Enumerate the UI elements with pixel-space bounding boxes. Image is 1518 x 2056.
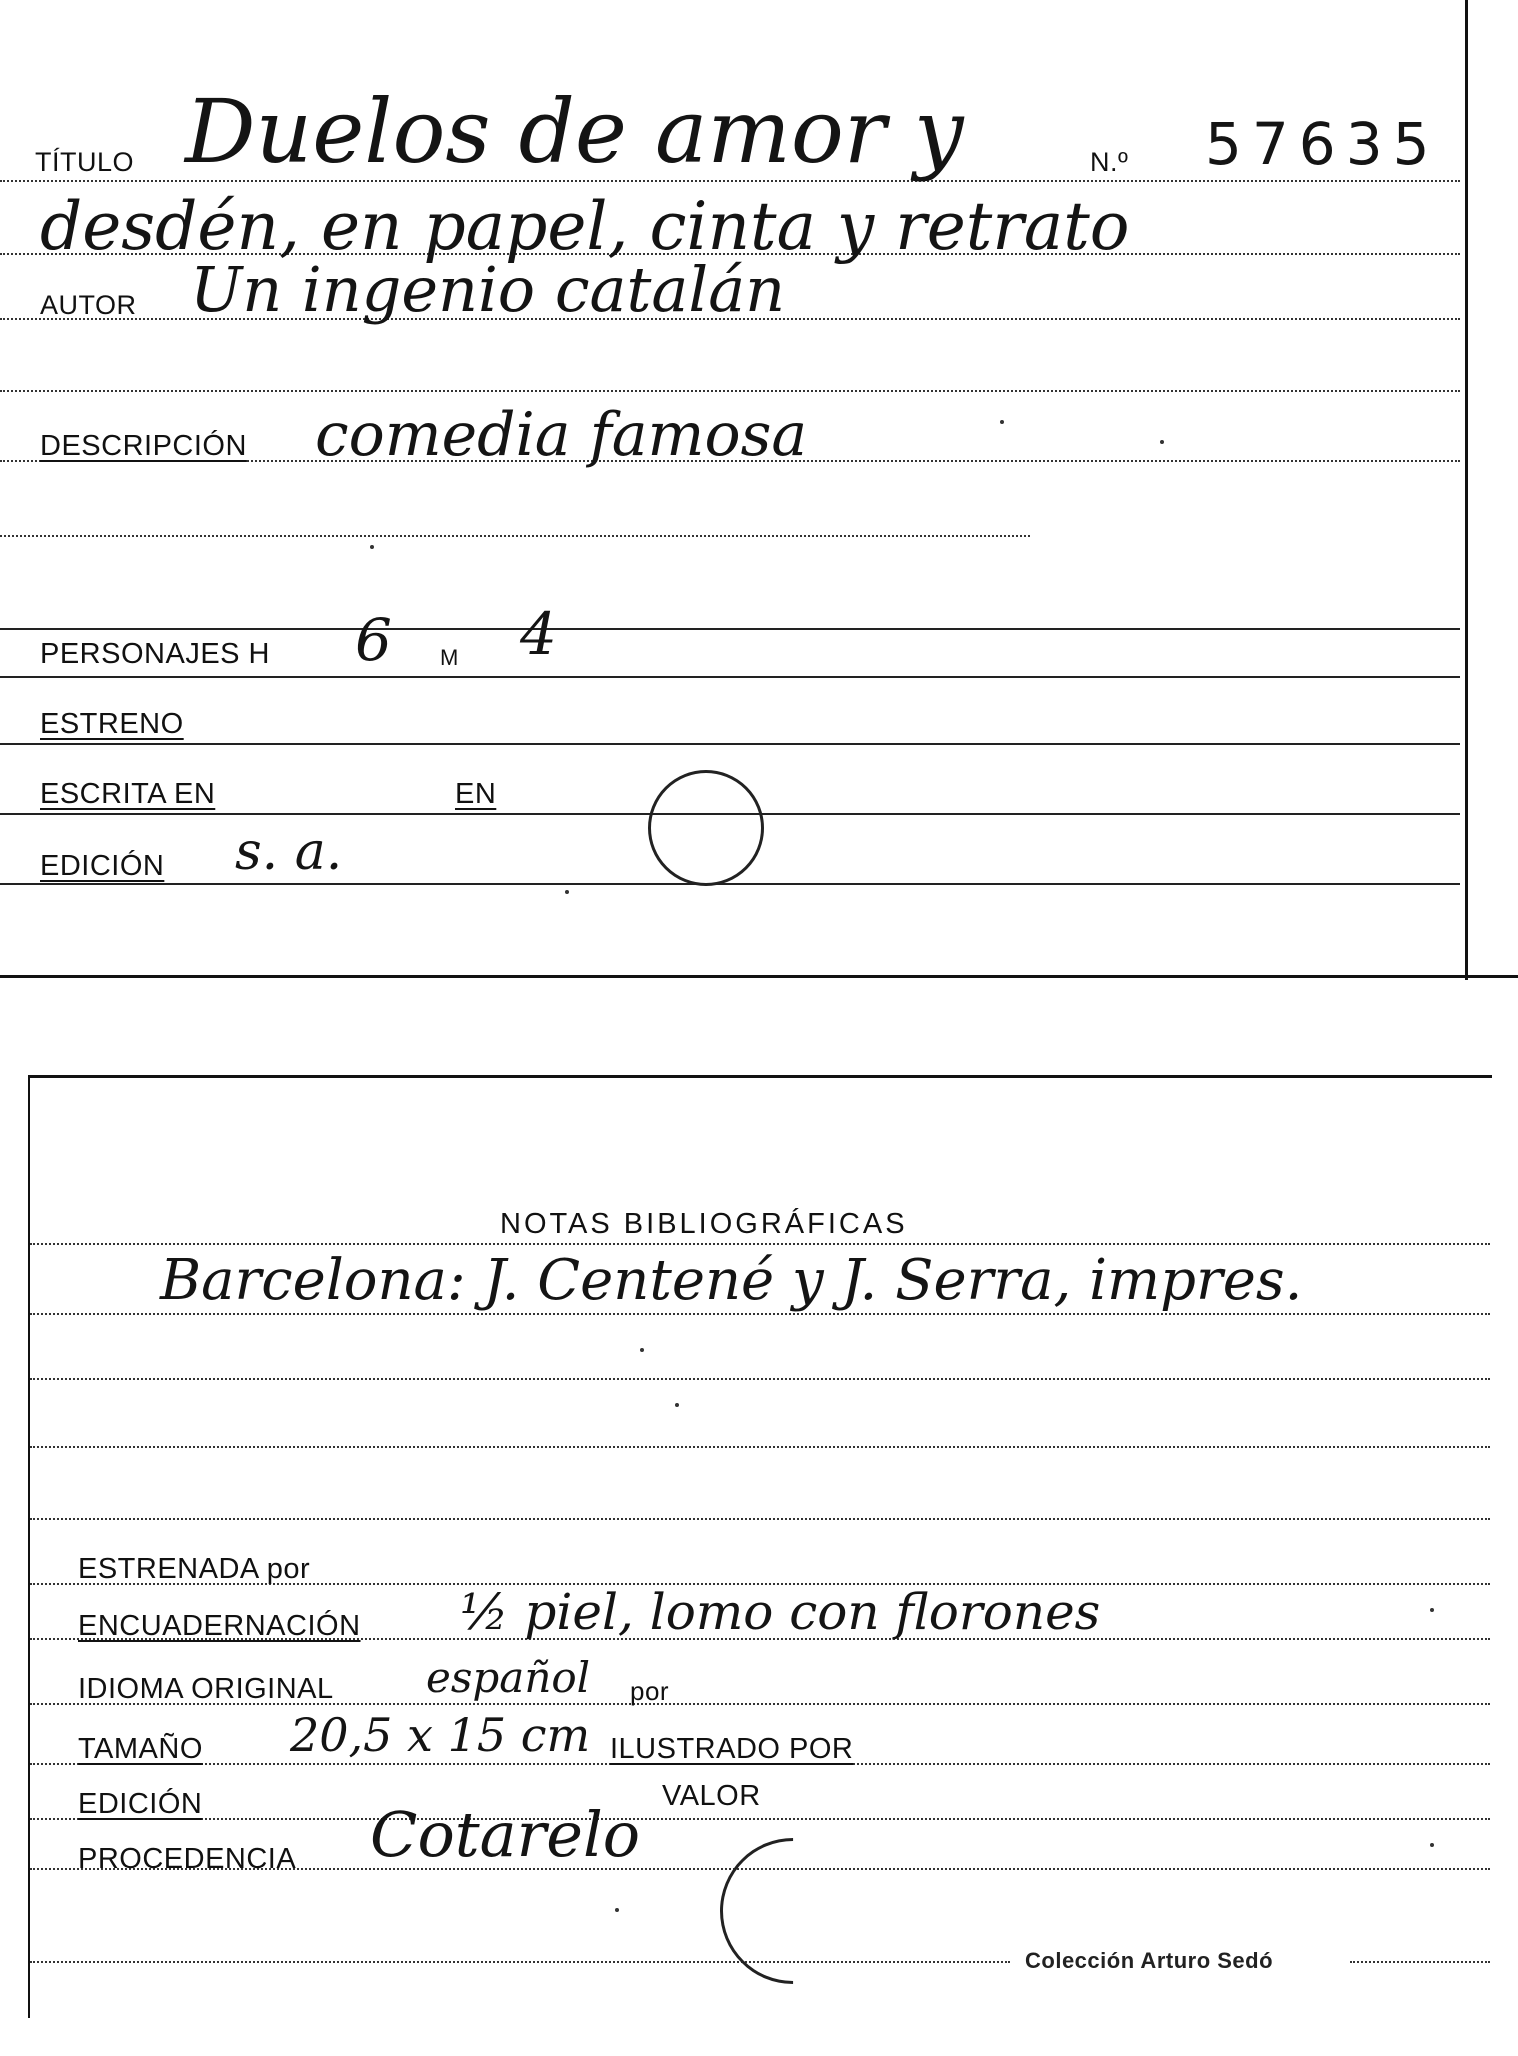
speck bbox=[675, 1403, 679, 1407]
personajes-label: PERSONAJES H bbox=[40, 638, 270, 670]
idioma-value: español bbox=[426, 1653, 591, 1702]
edicion-value: s. a. bbox=[235, 822, 343, 882]
encuadernacion-label: ENCUADERNACIÓN bbox=[78, 1610, 361, 1642]
personajes-m-value: 4 bbox=[520, 600, 557, 668]
punch-hole bbox=[690, 1808, 896, 2014]
speck bbox=[615, 1908, 619, 1912]
descripcion-label: DESCRIPCIÓN bbox=[40, 430, 247, 462]
rule bbox=[0, 628, 1460, 630]
rule bbox=[0, 676, 1460, 678]
escrita-en-label: EN bbox=[455, 778, 497, 810]
idioma-por-label: por bbox=[630, 1676, 670, 1706]
procedencia-label: PROCEDENCIA bbox=[78, 1843, 297, 1875]
rule bbox=[0, 743, 1460, 745]
titulo-value-continued: desdén, en papel, cinta y retrato bbox=[40, 188, 1130, 265]
escrita-label: ESCRITA EN bbox=[40, 778, 216, 810]
notas-label: NOTAS BIBLIOGRÁFICAS bbox=[500, 1208, 908, 1240]
personajes-h-value: 6 bbox=[355, 606, 392, 674]
card-back bbox=[28, 1075, 1492, 2018]
rule bbox=[0, 883, 1460, 885]
speck bbox=[1430, 1843, 1434, 1847]
ilustrado-label: ILUSTRADO POR bbox=[610, 1733, 854, 1765]
speck bbox=[1430, 1608, 1434, 1612]
rule bbox=[30, 1961, 1010, 1963]
back-edicion-label: EDICIÓN bbox=[78, 1788, 203, 1820]
autor-label: AUTOR bbox=[40, 290, 137, 320]
rule bbox=[0, 390, 1460, 392]
rule bbox=[30, 1243, 1490, 1245]
rule bbox=[1350, 1961, 1490, 1963]
speck bbox=[640, 1348, 644, 1352]
descripcion-value: comedia famosa bbox=[315, 400, 808, 470]
rule bbox=[30, 1378, 1490, 1380]
speck bbox=[565, 890, 569, 894]
punch-hole bbox=[648, 770, 764, 886]
collection-stamp: Colección Arturo Sedó bbox=[1025, 1948, 1274, 1973]
valor-label: VALOR bbox=[662, 1780, 761, 1812]
speck bbox=[1160, 440, 1164, 444]
rule bbox=[30, 1818, 1490, 1820]
encuadernacion-value: ½ piel, lomo con florones bbox=[460, 1583, 1101, 1641]
rule bbox=[30, 1518, 1490, 1520]
numero-value: 57635 bbox=[1205, 110, 1440, 178]
card-divider bbox=[0, 975, 1518, 978]
tamano-value: 20,5 x 15 cm bbox=[290, 1708, 591, 1762]
rule bbox=[30, 1446, 1490, 1448]
estrenada-label: ESTRENADA por bbox=[78, 1553, 311, 1585]
titulo-value: Duelos de amor y bbox=[185, 80, 964, 183]
card-front bbox=[0, 0, 1468, 980]
tamano-label: TAMAÑO bbox=[78, 1733, 203, 1765]
speck bbox=[370, 545, 374, 549]
estreno-label: ESTRENO bbox=[40, 708, 184, 740]
procedencia-value: Cotarelo bbox=[370, 1798, 641, 1871]
idioma-label: IDIOMA ORIGINAL bbox=[78, 1673, 334, 1705]
rule bbox=[30, 1313, 1490, 1315]
rule bbox=[0, 535, 1030, 537]
personajes-m-label: M bbox=[440, 645, 459, 670]
titulo-label: TÍTULO bbox=[35, 147, 135, 177]
numero-label: N.º bbox=[1090, 147, 1129, 177]
notas-value: Barcelona: J. Centené y J. Serra, impres. bbox=[160, 1248, 1303, 1313]
speck bbox=[1000, 420, 1004, 424]
edicion-label: EDICIÓN bbox=[40, 850, 165, 882]
autor-value: Un ingenio catalán bbox=[190, 253, 786, 326]
